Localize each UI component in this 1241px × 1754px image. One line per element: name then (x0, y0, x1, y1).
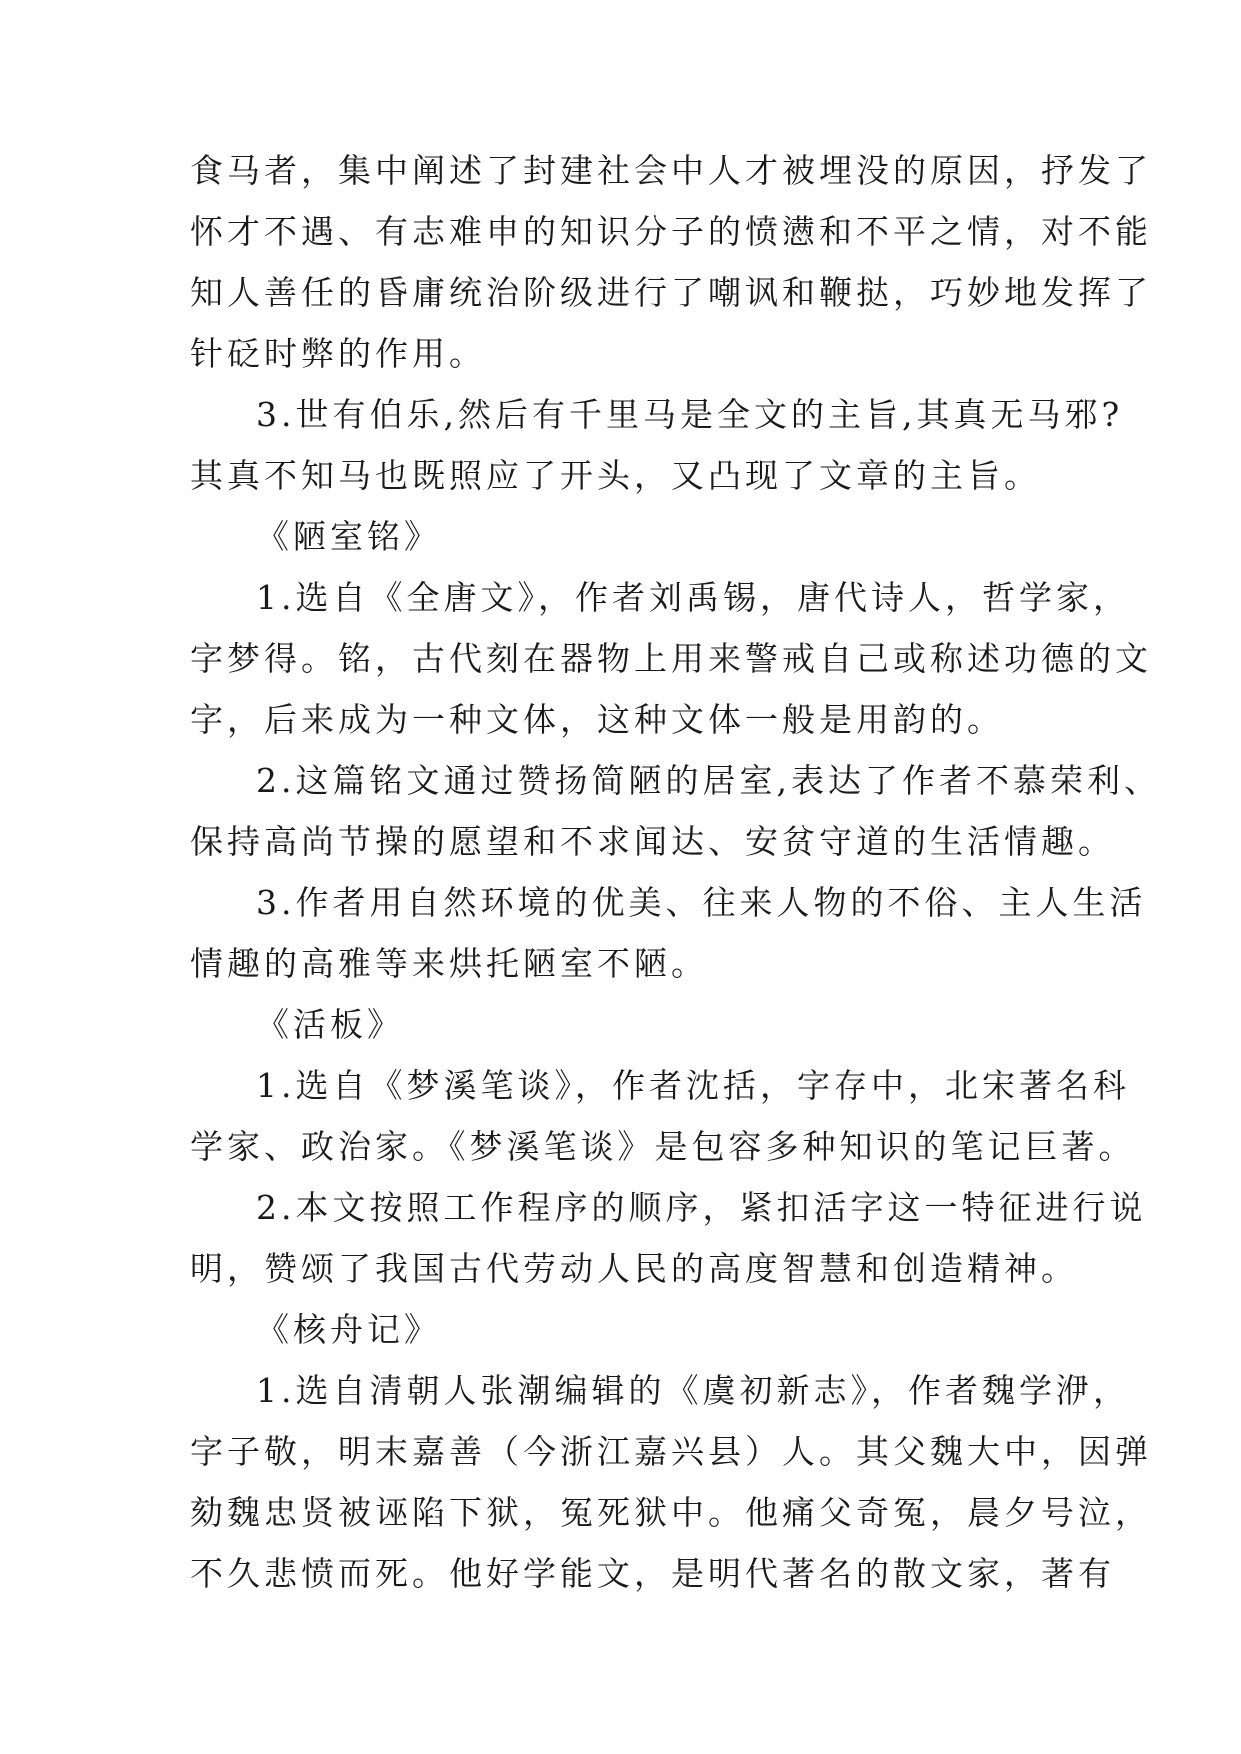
text-line: 2.本文按照工作程序的顺序，紧扣活字这一特征进行说 (256, 1188, 1147, 1227)
text-line: 1.选自《梦溪笔谈》，作者沈括，字存中，北宋著名科 (256, 1066, 1130, 1105)
text-line: 情趣的高雅等来烘托陋室不陋。 (190, 944, 708, 983)
text-line: 1.选自《全唐文》，作者刘禹锡，唐代诗人，哲学家， (256, 578, 1130, 617)
text-line: 知人善任的昏庸统治阶级进行了嘲讽和鞭挞，巧妙地发挥了 (190, 273, 1152, 312)
section-title: 《陋室铭》 (256, 517, 441, 556)
text-line: 2.这篇铭文通过赞扬简陋的居室,表达了作者不慕荣利、 (256, 761, 1161, 800)
text-line: 针砭时弊的作用。 (190, 334, 486, 373)
text-line: 劾魏忠贤被诬陷下狱，冤死狱中。他痛父奇冤，晨夕号泣， (190, 1493, 1152, 1532)
text-line: 怀才不遇、有志难申的知识分子的愤懑和不平之情，对不能 (190, 212, 1152, 251)
text-line: 明，赞颂了我国古代劳动人民的高度智慧和创造精神。 (190, 1249, 1078, 1288)
text-line: 不久悲愤而死。他好学能文，是明代著名的散文家，著有 (190, 1554, 1115, 1593)
document-page (190, 140, 1161, 1604)
text-line: 字子敬，明末嘉善（今浙江嘉兴县）人。其父魏大中，因弹 (190, 1432, 1152, 1471)
section-title: 《活板》 (256, 1005, 404, 1044)
text-line: 字梦得。铭，古代刻在器物上用来警戒自己或称述功德的文 (190, 639, 1152, 678)
text-line: 3.作者用自然环境的优美、往来人物的不俗、主人生活 (256, 883, 1147, 922)
text-line: 食马者，集中阐述了封建社会中人才被埋没的原因，抒发了 (190, 151, 1152, 190)
text-line: 1.选自清朝人张潮编辑的《虞初新志》，作者魏学洢， (256, 1371, 1130, 1410)
text-line: 3.世有伯乐,然后有千里马是全文的主旨,其真无马邪? (256, 395, 1124, 434)
text-line: 学家、政治家。《梦溪笔谈》是包容多种知识的笔记巨著。 (190, 1127, 1136, 1166)
text-line: 保持高尚节操的愿望和不求闻达、安贫守道的生活情趣。 (190, 822, 1115, 861)
section-title: 《核舟记》 (256, 1310, 441, 1349)
text-line: 其真不知马也既照应了开头，又凸现了文章的主旨。 (190, 456, 1041, 495)
text-line: 字，后来成为一种文体，这种文体一般是用韵的。 (190, 700, 1004, 739)
